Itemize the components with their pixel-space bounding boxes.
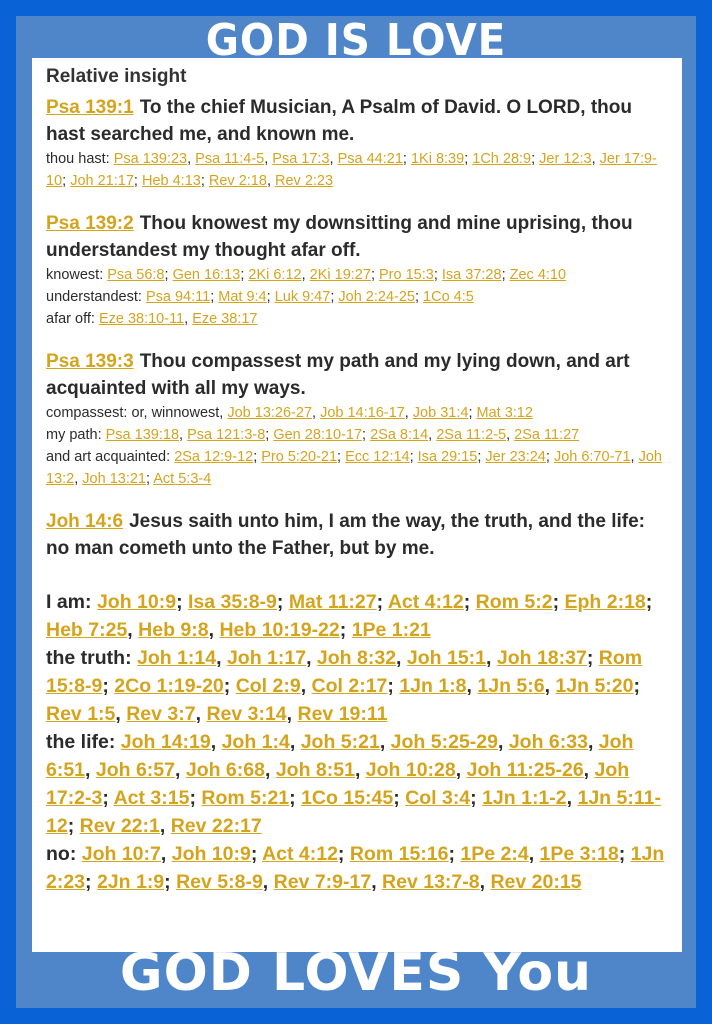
cross-reference-link[interactable]: Psa 139:18 (105, 427, 180, 443)
cross-reference-link[interactable]: Rev 3:14 (206, 703, 287, 725)
cross-reference-link[interactable]: Jer 23:24 (485, 449, 546, 465)
cross-reference-link[interactable]: Mat 9:4 (218, 289, 267, 305)
cross-reference-link[interactable]: Rev 22:1 (79, 815, 160, 837)
cross-reference-link[interactable]: 1Jn 2:23 (46, 843, 665, 893)
cross-reference-row: afar off: Eze 38:10-11, Eze 38:17 (46, 311, 258, 327)
big-cross-reference-row: the life: Joh 14:19, Joh 1:4, Joh 5:21, Joh 5:25-29, Joh 6:33, Joh 6:51, Joh 6:57, Joh 6:68, Joh 8:51, Joh 10:28, Joh 11:25-26, Joh 17:2-3; Act 3:15; Rom 5:21; 1Co 15:45; Col 3:4; 1Jn 1:1-2, 1Jn 5:11-12; Rev 22:1, Rev 22:17 (46, 731, 661, 837)
cross-reference-link[interactable]: Rev 7:9-17 (273, 871, 372, 893)
cross-reference-link[interactable]: Psa 44:21 (337, 151, 403, 167)
cross-reference-link[interactable]: Joh 10:7 (81, 843, 161, 865)
cross-reference-link[interactable]: Mat 11:27 (288, 591, 377, 613)
cross-reference-label: knowest: (46, 267, 104, 283)
cross-reference-link[interactable]: Joh 6:70-71 (553, 449, 631, 465)
cross-reference-link[interactable]: 1Jn 5:6 (477, 675, 545, 697)
cross-reference-link[interactable]: Job 14:16-17 (320, 405, 405, 421)
cross-reference-link[interactable]: Heb 4:13 (141, 173, 201, 189)
top-banner-title: GOD IS LOVE (205, 16, 507, 58)
cross-reference-label: understandest: (46, 289, 142, 305)
cross-reference-link[interactable]: 1Pe 3:18 (539, 843, 619, 865)
cross-reference-link[interactable]: 1Jn 5:11-12 (46, 787, 661, 837)
cross-reference-row: knowest: Psa 56:8; Gen 16:13; 2Ki 6:12, 2Ki 19:27; Pro 15:3; Isa 37:28; Zec 4:10 (46, 267, 567, 283)
verse-body: To the chief Musician, A Psalm of David. O LORD, thou hast searched me, and known me. (46, 97, 632, 145)
cross-reference-link[interactable]: Psa 56:8 (107, 267, 165, 283)
cross-reference-link[interactable]: Joh 6:68 (185, 759, 265, 781)
cross-reference-link[interactable]: 1Ch 28:9 (472, 151, 532, 167)
cross-reference-link[interactable]: 1Co 15:45 (301, 787, 394, 809)
cross-reference-link[interactable]: Joh 11:25-26 (466, 759, 584, 781)
cross-reference-link[interactable]: Pro 15:3 (379, 267, 434, 283)
cross-reference-link[interactable]: Job 31:4 (412, 405, 469, 421)
content-panel (32, 58, 682, 952)
cross-reference-link[interactable]: Joh 18:37 (496, 647, 587, 669)
cross-reference-link[interactable]: Gen 16:13 (172, 267, 241, 283)
cross-reference-link[interactable]: Act 3:15 (113, 787, 190, 809)
cross-reference-link[interactable]: Psa 94:11 (145, 289, 211, 305)
cross-reference-link[interactable]: Joh 15:1 (406, 647, 487, 669)
cross-reference-row: compassest: or, winnowest, Job 13:26-27, Job 14:16-17, Job 31:4; Mat 3:12 (46, 405, 533, 421)
cross-reference-label: my path: (46, 427, 102, 443)
cross-reference-link[interactable]: Joh 21:17 (70, 173, 134, 189)
cross-reference-label: afar off: (46, 311, 95, 327)
cross-reference-link[interactable]: Heb 9:8 (138, 619, 209, 641)
cross-reference-link[interactable]: Ecc 12:14 (345, 449, 410, 465)
cross-reference-note: or, winnowest, (131, 405, 224, 421)
cross-reference-link[interactable]: 2Ki 6:12 (248, 267, 302, 283)
big-cross-reference-label: I am: (46, 591, 92, 613)
cross-reference-link[interactable]: 1Jn 1:1-2 (482, 787, 567, 809)
cross-reference-link[interactable]: Joh 10:28 (365, 759, 456, 781)
verse-body: Jesus saith unto him, I am the way, the truth, and the life: no man cometh unto the Father, but by me. (46, 511, 645, 559)
cross-reference-link[interactable]: Joh 6:51 (46, 731, 634, 781)
cross-reference-link[interactable]: Joh 1:14 (136, 647, 217, 669)
cross-reference-link[interactable]: Joh 6:57 (95, 759, 175, 781)
cross-reference-link[interactable]: Joh 2:24-25 (338, 289, 415, 305)
cross-reference-link[interactable]: Eze 38:10-11 (98, 311, 185, 327)
cross-reference-link[interactable]: 1Pe 1:21 (351, 619, 431, 641)
cross-reference-label: thou hast: (46, 151, 110, 167)
cross-reference-label: and art acquainted: (46, 449, 171, 465)
bottom-banner-title: GOD LOVES You (119, 943, 593, 1003)
cross-reference-link[interactable]: Eze 38:17 (192, 311, 258, 327)
cross-reference-link[interactable]: Gen 28:10-17 (273, 427, 363, 443)
big-cross-reference-row: the truth: Joh 1:14, Joh 1:17, Joh 8:32, Joh 15:1, Joh 18:37; Rom 15:8-9; 2Co 1:19-20; Col 2:9, Col 2:17; 1Jn 1:8, 1Jn 5:6, 1Jn 5:20; Rev 1:5, Rev 3:7, Rev 3:14, Rev 19:11 (46, 647, 643, 725)
cross-reference-link[interactable]: 1Co 4:5 (423, 289, 474, 305)
cross-reference-link[interactable]: Rom 5:21 (201, 787, 290, 809)
cross-reference-link[interactable]: 2Sa 12:9-12 (174, 449, 254, 465)
cross-reference-link[interactable]: Psa 11:4-5 (195, 151, 265, 167)
cross-reference-row: and art acquainted: 2Sa 12:9-12; Pro 5:20-21; Ecc 12:14; Isa 29:15; Jer 23:24; Joh 6:70-71, Joh 13:2, Joh 13:21; Act 5:3-4 (46, 449, 662, 487)
cross-reference-link[interactable]: Psa 121:3-8 (187, 427, 266, 443)
cross-reference-link[interactable]: Joh 1:4 (221, 731, 290, 753)
cross-reference-link[interactable]: Rev 19:11 (297, 703, 388, 725)
verse-block (46, 348, 668, 490)
cross-reference-link[interactable]: Luk 9:47 (274, 289, 331, 305)
cross-reference-link[interactable]: Eph 2:18 (564, 591, 646, 613)
big-cross-reference-label: the truth: (46, 647, 132, 669)
cross-reference-row: my path: Psa 139:18, Psa 121:3-8; Gen 28:10-17; 2Sa 8:14, 2Sa 11:2-5, 2Sa 11:27 (46, 427, 580, 443)
cross-reference-link[interactable]: Joh 14:19 (120, 731, 211, 753)
cross-reference-link[interactable]: Joh 13:2 (46, 449, 662, 487)
cross-reference-link[interactable]: 1Jn 1:8 (399, 675, 467, 697)
cross-reference-link[interactable]: Heb 7:25 (46, 619, 128, 641)
cross-reference-link[interactable]: Act 4:12 (262, 843, 338, 865)
cross-reference-link[interactable]: Joh 1:17 (226, 647, 307, 669)
cross-reference-link[interactable]: Rom 5:2 (475, 591, 553, 613)
big-xref-list (46, 588, 668, 896)
cross-reference-link[interactable]: Isa 35:8-9 (187, 591, 277, 613)
cross-reference-link[interactable]: Rom 15:16 (349, 843, 449, 865)
cross-reference-link[interactable]: Col 2:9 (235, 675, 301, 697)
cross-reference-link[interactable]: Zec 4:10 (509, 267, 567, 283)
cross-reference-link[interactable]: Act 5:3-4 (153, 471, 212, 487)
verse-text (46, 508, 668, 562)
verse-reference-link[interactable]: Psa 139:3 (46, 351, 134, 372)
verse-text (46, 210, 668, 264)
verse-reference-link[interactable]: Joh 14:6 (46, 511, 124, 532)
cross-reference-link[interactable]: Isa 37:28 (441, 267, 502, 283)
big-cross-reference-label: the life: (46, 731, 116, 753)
cross-reference-link[interactable]: Mat 3:12 (476, 405, 533, 421)
cross-reference-link[interactable]: Col 3:4 (405, 787, 471, 809)
verse-text (46, 348, 668, 402)
cross-reference-link[interactable]: Joh 8:51 (275, 759, 355, 781)
cross-reference-link[interactable]: Joh 10:9 (96, 591, 177, 613)
section-title: Relative insight (46, 66, 187, 87)
cross-reference-link[interactable]: Rev 1:5 (46, 703, 116, 725)
big-cross-reference-label: no: (46, 843, 77, 865)
cross-reference-link[interactable]: 1Pe 2:4 (460, 843, 529, 865)
cross-reference-link[interactable]: Rev 2:18 (208, 173, 267, 189)
cross-reference-link[interactable]: Rev 3:7 (126, 703, 196, 725)
cross-reference-link[interactable]: Rev 13:7-8 (382, 871, 480, 893)
verse-body: Thou knowest my downsitting and mine uprising, thou understandest my thought afar off. (46, 213, 633, 261)
big-cross-reference-row: I am: Joh 10:9; Isa 35:8-9; Mat 11:27; Act 4:12; Rom 5:2; Eph 2:18; Heb 7:25, Heb 9:8, Heb 10:19-22; 1Pe 1:21 (46, 591, 653, 641)
cross-reference-link[interactable]: Joh 13:21 (82, 471, 146, 487)
cross-reference-link[interactable]: 2Ki 19:27 (309, 267, 371, 283)
big-cross-reference-row: no: Joh 10:7, Joh 10:9; Act 4:12; Rom 15:16; 1Pe 2:4, 1Pe 3:18; 1Jn 2:23; 2Jn 1:9; Rev 5:8-9, Rev 7:9-17, Rev 13:7-8, Rev 20:15 (46, 843, 665, 893)
cross-reference-link[interactable]: 2Sa 11:2-5 (436, 427, 507, 443)
cross-reference-link[interactable]: Rev 5:8-9 (176, 871, 263, 893)
cross-reference-link[interactable]: Joh 8:32 (316, 647, 397, 669)
cross-reference-link[interactable]: Job 13:26-27 (227, 405, 313, 421)
cross-reference-link[interactable]: Joh 17:2-3 (46, 759, 630, 809)
verse-reference-link[interactable]: Psa 139:1 (46, 97, 134, 118)
cross-reference-link[interactable]: Joh 5:21 (300, 731, 380, 753)
verse-text (46, 94, 668, 148)
cross-reference-link[interactable]: Col 2:17 (311, 675, 388, 697)
cross-reference-row: thou hast: Psa 139:23, Psa 11:4-5, Psa 17:3, Psa 44:21; 1Ki 8:39; 1Ch 28:9; Jer 12:3, Jer 17:9-10; Joh 21:17; Heb 4:13; Rev 2:18, Rev 2:23 (46, 151, 657, 189)
cross-reference-link[interactable]: 2Co 1:19-20 (114, 675, 224, 697)
verse-list (46, 94, 668, 562)
cross-reference-link[interactable]: Joh 6:33 (508, 731, 588, 753)
cross-reference-link[interactable]: Heb 10:19-22 (219, 619, 340, 641)
frame (16, 16, 696, 1008)
cross-reference-link[interactable]: Rev 20:15 (490, 871, 582, 893)
verse-reference-link[interactable]: Psa 139:2 (46, 213, 134, 234)
cross-reference-link[interactable]: Rev 22:17 (170, 815, 262, 837)
cross-reference-link[interactable]: Isa 29:15 (417, 449, 478, 465)
cross-reference-link[interactable]: Act 4:12 (387, 591, 464, 613)
cross-reference-link[interactable]: Jer 12:3 (539, 151, 592, 167)
cross-reference-link[interactable]: Rev 2:23 (275, 173, 334, 189)
cross-reference-link[interactable]: Pro 5:20-21 (261, 449, 338, 465)
cross-reference-link[interactable]: 2Jn 1:9 (96, 871, 165, 893)
cross-reference-row: understandest: Psa 94:11; Mat 9:4; Luk 9:47; Joh 2:24-25; 1Co 4:5 (46, 289, 474, 305)
cross-reference-link[interactable]: Rom 15:8-9 (46, 647, 643, 697)
verse-body: Thou compassest my path and my lying down, and art acquainted with all my ways. (46, 351, 630, 399)
cross-reference-link[interactable]: 2Sa 8:14 (370, 427, 429, 443)
cross-reference-link[interactable]: Psa 139:23 (113, 151, 188, 167)
cross-reference-label: compassest: (46, 405, 128, 421)
verse-block (46, 210, 668, 330)
cross-reference-link[interactable]: 2Sa 11:27 (514, 427, 580, 443)
cross-reference-link[interactable]: 1Ki 8:39 (410, 151, 465, 167)
cross-reference-link[interactable]: Joh 5:25-29 (390, 731, 498, 753)
cross-reference-link[interactable]: Psa 17:3 (272, 151, 330, 167)
cross-reference-link[interactable]: Joh 10:9 (171, 843, 251, 865)
verse-block (46, 94, 668, 192)
cross-reference-link[interactable]: Jer 17:9-10 (46, 151, 657, 189)
verse-block (46, 508, 668, 562)
cross-reference-link[interactable]: 1Jn 5:20 (555, 675, 634, 697)
